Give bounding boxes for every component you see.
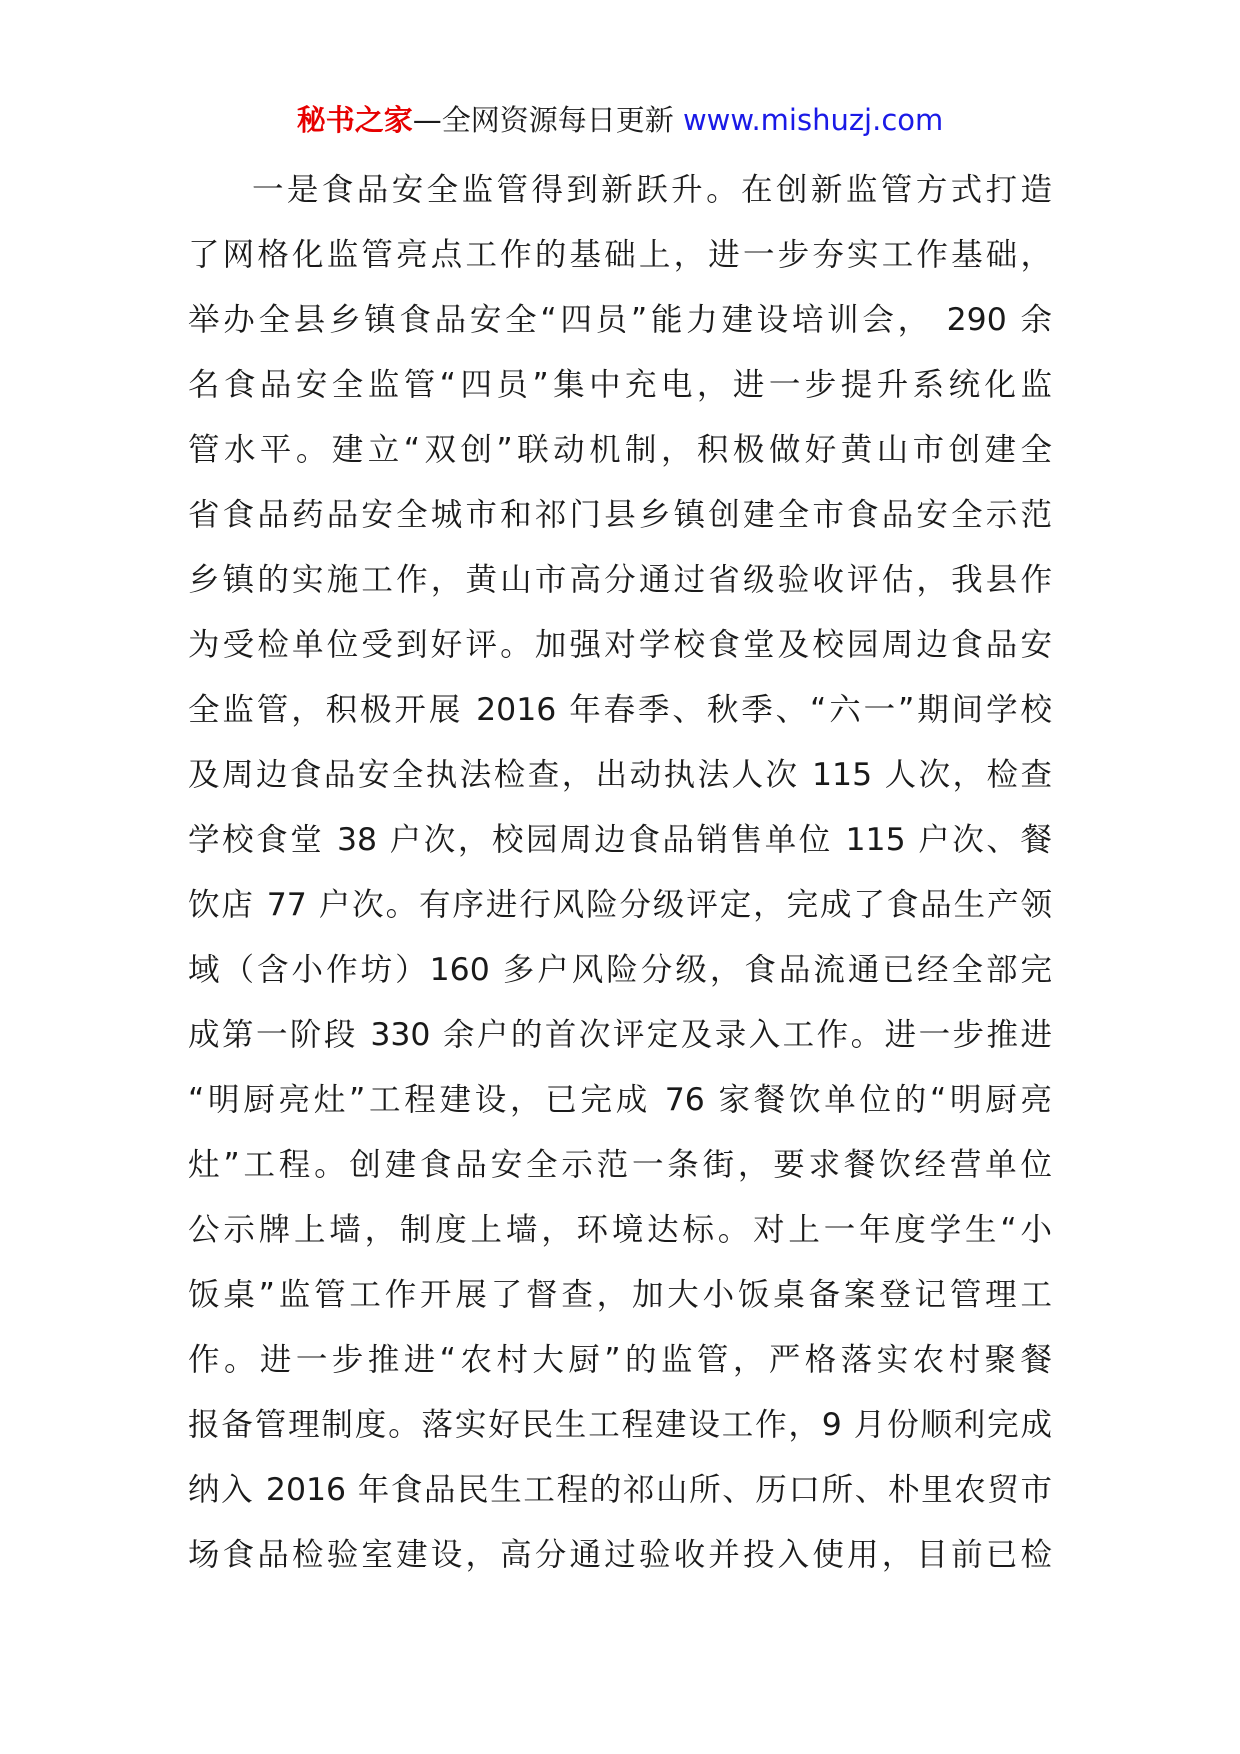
paragraph-line: 饮店 77 户次。有序进行风险分级评定，完成了食品生产领	[188, 887, 1052, 923]
paragraph-line: 乡镇的实施工作，黄山市高分通过省级验收评估，我县作	[188, 562, 1052, 598]
paragraph-line: 管水平。建立“双创”联动机制，积极做好黄山市创建全	[188, 432, 1052, 468]
paragraph-line: 饭桌”监管工作开展了督查，加大小饭桌备案登记管理工	[188, 1277, 1052, 1313]
brand-name: 秘书之家	[296, 103, 413, 137]
site-url-link[interactable]: www.mishuzj.com	[682, 103, 944, 137]
paragraph-line: 为受检单位受到好评。加强对学校食堂及校园周边食品安	[188, 627, 1052, 663]
paragraph-line: 名食品安全监管“四员”集中充电，进一步提升系统化监	[188, 367, 1052, 403]
paragraph-line: 灶”工程。创建食品安全示范一条街，要求餐饮经营单位	[188, 1147, 1052, 1183]
paragraph-line: 省食品药品安全城市和祁门县乡镇创建全市食品安全示范	[188, 497, 1052, 533]
paragraph-line: 域（含小作坊）160 多户风险分级，食品流通已经全部完	[188, 952, 1052, 988]
paragraph-line: 一是食品安全监管得到新跃升。在创新监管方式打造	[252, 172, 1052, 208]
page-header	[0, 100, 1240, 140]
header-tagline: —全网资源每日更新	[412, 103, 674, 137]
paragraph-line: 成第一阶段 330 余户的首次评定及录入工作。进一步推进	[188, 1017, 1052, 1053]
paragraph-line: 作。进一步推进“农村大厨”的监管，严格落实农村聚餐	[188, 1342, 1052, 1378]
paragraph-line: 公示牌上墙，制度上墙，环境达标。对上一年度学生“小	[188, 1212, 1052, 1248]
paragraph-line: 了网格化监管亮点工作的基础上，进一步夯实工作基础，	[188, 237, 1052, 273]
paragraph-line: 举办全县乡镇食品安全“四员”能力建设培训会， 290 余	[188, 302, 1052, 338]
paragraph-line: 学校食堂 38 户次，校园周边食品销售单位 115 户次、餐	[188, 822, 1052, 858]
paragraph-line: 场食品检验室建设，高分通过验收并投入使用，目前已检	[188, 1537, 1052, 1573]
paragraph-line: 纳入 2016 年食品民生工程的祁山所、历口所、朴里农贸市	[188, 1472, 1052, 1508]
document-body	[188, 158, 1052, 1588]
paragraph-line: 及周边食品安全执法检查，出动执法人次 115 人次，检查	[188, 757, 1052, 793]
paragraph-line: 全监管，积极开展 2016 年春季、秋季、“六一”期间学校	[188, 692, 1052, 728]
paragraph-line: “明厨亮灶”工程建设，已完成 76 家餐饮单位的“明厨亮	[188, 1082, 1052, 1118]
paragraph-line: 报备管理制度。落实好民生工程建设工作，9 月份顺利完成	[188, 1407, 1052, 1443]
